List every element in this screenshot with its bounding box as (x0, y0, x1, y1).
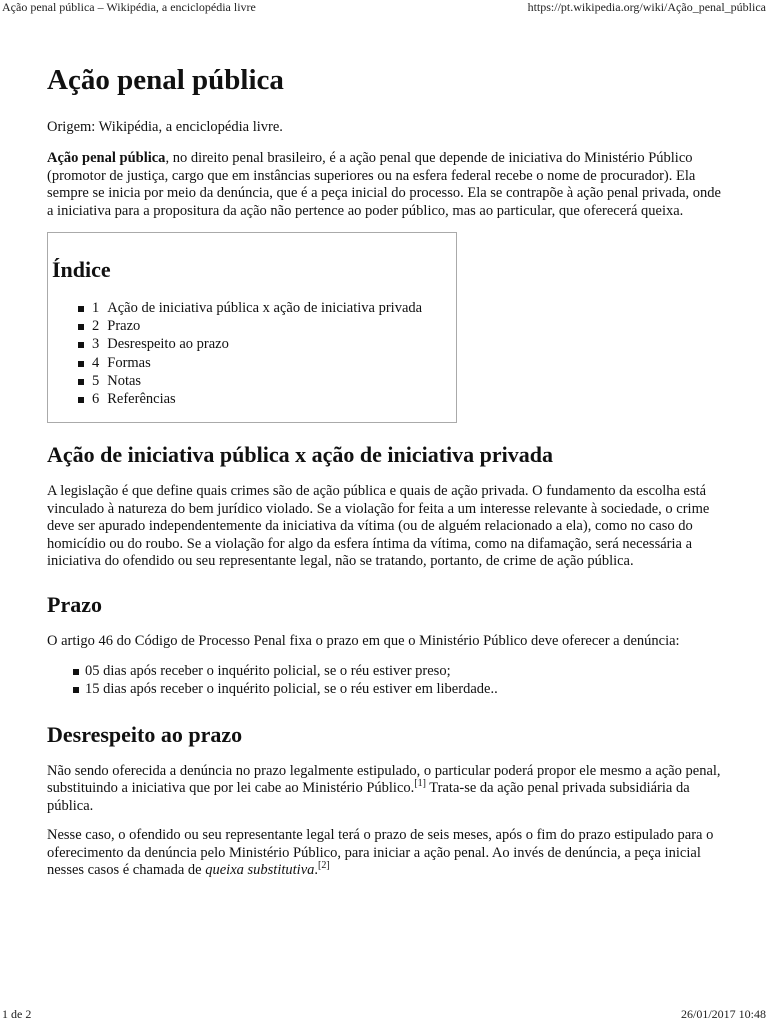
print-footer (0, 1007, 768, 1021)
section-heading-desrespeito: Desrespeito ao prazo (47, 721, 243, 747)
prazo-list (47, 662, 727, 698)
reference-link-1[interactable]: [1] (414, 778, 426, 790)
text-part: . (314, 862, 318, 879)
toc-item-label[interactable]: Referências (107, 391, 176, 408)
toc-item-4[interactable] (52, 354, 452, 372)
toc-item-label[interactable]: Notas (107, 372, 142, 389)
section-heading-prazo: Prazo (47, 591, 102, 617)
toc-item-label[interactable]: Ação de iniciativa pública x ação de iniciativa privada (107, 300, 423, 316)
toc-item-5[interactable] (52, 372, 452, 390)
print-timestamp: 26/01/2017 10:48 (680, 1007, 766, 1021)
toc-item-6[interactable] (52, 390, 452, 408)
toc-item-label[interactable]: Desrespeito ao prazo (107, 336, 229, 353)
article-content (47, 62, 727, 892)
italic-term: queixa substitutiva (205, 862, 315, 879)
reference-link-2[interactable]: [2] (318, 860, 330, 872)
toc-item-number: 4 (92, 354, 100, 371)
text-part: Não sendo oferecida a denúncia no prazo legalmente estipulado, o particular poderá propor ele mesmo a ação penal, substituindo a iniciativa que por lei cabe ao Ministério Público. (47, 762, 721, 797)
section-heading-iniciativa: Ação de iniciativa pública x ação de iniciativa privada (47, 442, 554, 468)
toc-item-3[interactable] (52, 335, 452, 353)
list-item: 05 dias após receber o inquérito policial, se o réu estiver preso; (47, 662, 727, 680)
table-of-contents (47, 232, 457, 423)
intro-bold-term: Ação penal pública (47, 150, 166, 166)
toc-title: Índice (52, 257, 111, 282)
toc-item-label[interactable]: Prazo (107, 318, 141, 335)
section-text-iniciativa: A legislação é que define quais crimes são de ação pública e quais de ação privada. O fundamento da escolha está vinculado à natureza do bem jurídico violado. Se a violação for feita a um interesse relevante à sociedade, o crime deve ser apurado independentemente da iniciativa da vítima (ou de alguém relacionado a ela), como no caso do homicídio ou do roubo. Se a violação for algo da esfera íntima da vítima, como na difamação, será necessária a iniciativa do ofendido ou seu representante legal, não se tratando, portanto, de crime de ação pública. (47, 483, 710, 570)
toc-item-2[interactable] (52, 317, 452, 335)
toc-item-1[interactable] (52, 299, 452, 317)
toc-item-number: 5 (92, 372, 100, 389)
section-text-prazo: O artigo 46 do Código de Processo Penal fixa o prazo em que o Ministério Público deve oferecer a denúncia: (47, 632, 680, 649)
page-title: Ação penal pública (47, 64, 284, 96)
text-part: Trata-se da ação penal privada subsidiária da pública. (47, 780, 690, 814)
toc-item-label[interactable]: Formas (107, 354, 151, 371)
intro-paragraph (47, 150, 727, 220)
toc-item-number: 6 (92, 391, 100, 408)
toc-list (52, 299, 452, 408)
toc-item-number: 1 (92, 300, 100, 316)
section-text-desrespeito-1 (47, 763, 727, 816)
print-header-url[interactable]: https://pt.wikipedia.org/wiki/Ação_penal_pública (527, 0, 766, 14)
print-header (0, 0, 768, 14)
page-count: 1 de 2 (2, 1007, 32, 1021)
toc-item-number: 3 (92, 336, 100, 353)
intro-text: , no direito penal brasileiro, é a ação penal que depende de iniciativa do Ministério Público (promotor de justiça, cargo que em instâncias superiores ou na esfera federal recebe o nome de procurador). Ela sempre se inicia por meio da denúncia, que é a peça inicial do processo. Ela se contrapõe à ação penal privada, onde a iniciativa para a propositura da ação não pertence ao poder público, mas ao particular, que oferecerá queixa. (47, 150, 721, 219)
print-header-title: Ação penal pública – Wikipédia, a enciclopédia livre (2, 0, 256, 14)
origin-line: Origem: Wikipédia, a enciclopédia livre. (47, 119, 283, 135)
toc-item-number: 2 (92, 318, 100, 335)
section-text-desrespeito-2 (47, 827, 727, 880)
list-item: 15 dias após receber o inquérito policial, se o réu estiver em liberdade.. (47, 680, 727, 698)
text-part: Nesse caso, o ofendido ou seu representante legal terá o prazo de seis meses, após o fim do prazo estipulado para o oferecimento da denúncia pelo Ministério Público, para iniciar a ação penal. Ao invés de denúncia, a peça inicial nesses casos é chamada de (47, 827, 714, 879)
